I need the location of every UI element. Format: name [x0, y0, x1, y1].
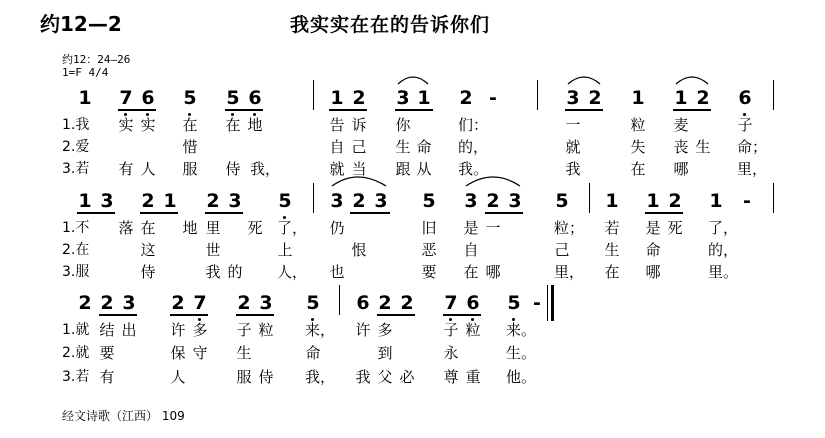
- lyric: 的: [227, 263, 243, 281]
- lyric: 失: [630, 138, 646, 156]
- lyric: 要: [421, 263, 437, 281]
- lyric: 必: [399, 368, 415, 386]
- lyric: 保: [170, 344, 186, 362]
- lyric: 己: [351, 138, 367, 156]
- lyric: 死: [667, 219, 683, 237]
- final-bar-thin: [547, 285, 548, 321]
- lyric: 哪: [485, 263, 501, 281]
- note: 1: [709, 190, 723, 212]
- lyric: 的，: [708, 241, 739, 259]
- lyric: 2.爱: [62, 139, 90, 155]
- note: 1: [330, 87, 344, 109]
- lyric: 我: [355, 368, 371, 386]
- note: 6: [141, 87, 155, 109]
- lyric: 惜: [182, 138, 198, 156]
- lyric: 也: [329, 263, 345, 281]
- bar-line: [773, 183, 774, 213]
- lyric: 重: [465, 368, 481, 386]
- lyric: 的，: [458, 138, 489, 156]
- lyric: 在: [140, 219, 156, 237]
- note: 6: [466, 292, 480, 314]
- lyric: 命: [416, 138, 432, 156]
- lyric: 多: [377, 321, 393, 339]
- note: 5: [226, 87, 240, 109]
- bar-line: [773, 80, 774, 110]
- lyric: 自: [329, 138, 345, 156]
- lyric: 子: [737, 116, 753, 134]
- lyric: 是: [645, 219, 661, 237]
- note: 5: [278, 190, 292, 212]
- lyric: 里: [205, 219, 221, 237]
- bar-line: [339, 285, 340, 315]
- lyric: 侍: [225, 160, 241, 178]
- source-footer: 经文诗歌（江西） 109: [62, 409, 185, 423]
- note: 6: [356, 292, 370, 314]
- note: 2: [486, 190, 500, 212]
- lyric: 侍: [258, 368, 274, 386]
- final-bar-thick: [551, 285, 554, 321]
- lyric: 1.就: [62, 322, 90, 338]
- note: 1: [605, 190, 619, 212]
- note: 3: [396, 87, 410, 109]
- lyric: 我，: [305, 368, 336, 386]
- note: 3: [464, 190, 478, 212]
- note: 1: [674, 87, 688, 109]
- lyric: 在: [182, 116, 198, 134]
- lyric: 来。: [506, 321, 537, 339]
- lyric: 我: [205, 263, 221, 281]
- note: 2: [237, 292, 251, 314]
- note: 3: [122, 292, 136, 314]
- lyric: 1.我: [62, 117, 90, 133]
- lyric: 在: [604, 263, 620, 281]
- note: 2: [78, 292, 92, 314]
- lyric: 上: [277, 241, 293, 259]
- lyric: 来，: [305, 321, 336, 339]
- lyric: 生: [695, 138, 711, 156]
- reference-title: 约12—2: [40, 12, 122, 36]
- lyric: 是: [463, 219, 479, 237]
- lyric: 一: [485, 219, 501, 237]
- note: 3: [228, 190, 242, 212]
- lyric: 我，: [250, 160, 281, 178]
- note: 2: [352, 190, 366, 212]
- dash: -: [533, 292, 541, 314]
- note: 7: [193, 292, 207, 314]
- note: 5: [422, 190, 436, 212]
- note: 5: [555, 190, 569, 212]
- verse-reference: 约12：24—26: [62, 53, 131, 66]
- lyric: 子: [443, 321, 459, 339]
- lyric: 仍: [329, 219, 345, 237]
- lyric: 到: [377, 344, 393, 362]
- note: 5: [183, 87, 197, 109]
- note: 2: [352, 87, 366, 109]
- lyric: 人: [170, 368, 186, 386]
- lyric: 你: [395, 116, 411, 134]
- lyric: 有: [99, 368, 115, 386]
- lyric: 他。: [506, 368, 537, 386]
- dash: -: [743, 190, 751, 212]
- lyric: 生: [236, 344, 252, 362]
- note: 1: [78, 190, 92, 212]
- lyric: 人: [140, 160, 156, 178]
- note: 1: [163, 190, 177, 212]
- lyric: 从: [416, 160, 432, 178]
- lyric: 地: [182, 219, 198, 237]
- lyric: 要: [99, 344, 115, 362]
- lyric: 当: [351, 160, 367, 178]
- lyric: 父: [377, 368, 393, 386]
- lyric: 3.若: [62, 369, 90, 385]
- note: 2: [588, 87, 602, 109]
- lyric: 就: [329, 160, 345, 178]
- note: 3: [330, 190, 344, 212]
- lyric: 丧: [673, 138, 689, 156]
- lyric: 了，: [708, 219, 739, 237]
- lyric: 3.服: [62, 264, 90, 280]
- note: 1: [417, 87, 431, 109]
- lyric: 粒: [630, 116, 646, 134]
- lyric: 永: [443, 344, 459, 362]
- note: 7: [444, 292, 458, 314]
- note: 1: [646, 190, 660, 212]
- lyric: 落: [118, 219, 134, 237]
- lyric: 服: [236, 368, 252, 386]
- note: 2: [668, 190, 682, 212]
- note: 3: [259, 292, 273, 314]
- lyric: 自: [463, 241, 479, 259]
- lyric: 许: [170, 321, 186, 339]
- note: 5: [507, 292, 521, 314]
- dash: -: [489, 87, 497, 109]
- lyric: 命: [305, 344, 321, 362]
- lyric: 实: [118, 116, 134, 134]
- lyric: 世: [205, 241, 221, 259]
- lyric: 2.在: [62, 242, 90, 258]
- note: 2: [171, 292, 185, 314]
- note: 3: [508, 190, 522, 212]
- lyric: 哪: [673, 160, 689, 178]
- lyric: 多: [192, 321, 208, 339]
- note: 3: [100, 190, 114, 212]
- lyric: 服: [182, 160, 198, 178]
- lyric: 在: [225, 116, 241, 134]
- lyric: 恨: [351, 241, 367, 259]
- note: 7: [119, 87, 133, 109]
- lyric: 们：: [458, 116, 489, 134]
- note: 6: [738, 87, 752, 109]
- lyric: 就: [565, 138, 581, 156]
- lyric: 麦: [673, 116, 689, 134]
- lyric: 命；: [737, 138, 768, 156]
- lyric: 2.就: [62, 345, 90, 361]
- bar-line: [313, 80, 314, 110]
- lyric: 在: [463, 263, 479, 281]
- lyric: 我: [565, 160, 581, 178]
- lyric: 了，: [277, 219, 308, 237]
- note: 1: [631, 87, 645, 109]
- lyric: 哪: [645, 263, 661, 281]
- bar-line: [537, 80, 538, 110]
- note: 2: [696, 87, 710, 109]
- lyric: 粒: [258, 321, 274, 339]
- lyric: 3.若: [62, 161, 90, 177]
- lyric: 跟: [395, 160, 411, 178]
- lyric: 地: [247, 116, 263, 134]
- lyric: 生: [395, 138, 411, 156]
- lyric: 结: [99, 321, 115, 339]
- note: 5: [306, 292, 320, 314]
- lyric: 里，: [554, 263, 585, 281]
- lyric: 有: [118, 160, 134, 178]
- lyric: 死: [247, 219, 263, 237]
- lyric: 侍: [140, 263, 156, 281]
- lyric: 我。: [458, 160, 489, 178]
- note: 6: [248, 87, 262, 109]
- lyric: 旧: [421, 219, 437, 237]
- note: 2: [100, 292, 114, 314]
- lyric: 里。: [708, 263, 739, 281]
- lyric: 出: [121, 321, 137, 339]
- lyric: 人，: [277, 263, 308, 281]
- note: 2: [141, 190, 155, 212]
- lyric: 己: [554, 241, 570, 259]
- lyric: 诉: [351, 116, 367, 134]
- lyric: 告: [329, 116, 345, 134]
- lyric: 这: [140, 241, 156, 259]
- lyric: 实: [140, 116, 156, 134]
- note: 3: [374, 190, 388, 212]
- lyric: 1.不: [62, 220, 90, 236]
- lyric: 子: [236, 321, 252, 339]
- note: 2: [400, 292, 414, 314]
- lyric: 守: [192, 344, 208, 362]
- lyric: 生: [604, 241, 620, 259]
- lyric: 许: [355, 321, 371, 339]
- lyric: 里，: [737, 160, 768, 178]
- lyric: 一: [565, 116, 581, 134]
- bar-line: [313, 183, 314, 213]
- lyric: 生。: [506, 344, 537, 362]
- lyric: 恶: [421, 241, 437, 259]
- note: 2: [206, 190, 220, 212]
- key-time-signature: 1=F 4/4: [62, 66, 109, 79]
- lyric: 命: [645, 241, 661, 259]
- lyric: 粒；: [554, 219, 585, 237]
- note: 1: [78, 87, 92, 109]
- note: 2: [459, 87, 473, 109]
- lyric: 尊: [443, 368, 459, 386]
- note: 3: [566, 87, 580, 109]
- song-title: 我实实在在的告诉你们: [290, 14, 491, 36]
- lyric: 在: [630, 160, 646, 178]
- note: 2: [378, 292, 392, 314]
- lyric: 粒: [465, 321, 481, 339]
- bar-line: [589, 183, 590, 213]
- lyric: 若: [604, 219, 620, 237]
